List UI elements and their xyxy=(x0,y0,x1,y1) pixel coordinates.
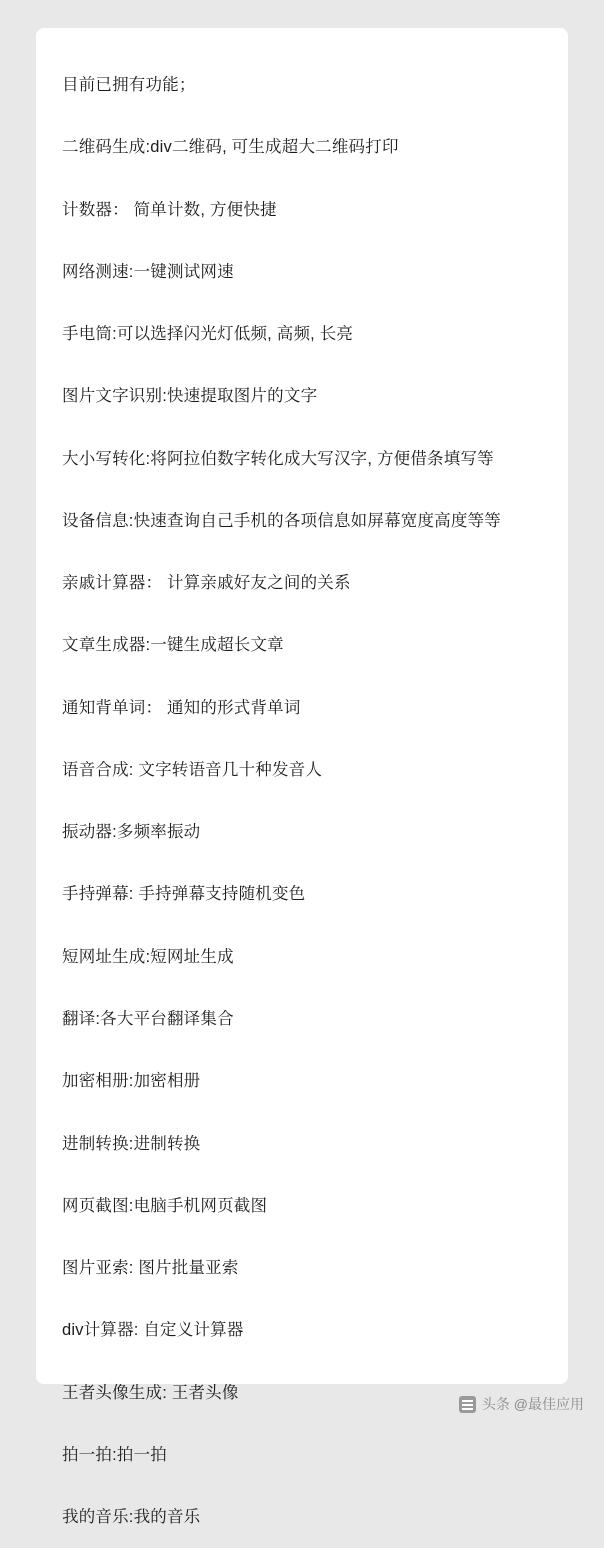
feature-list xyxy=(36,28,568,1548)
list-item: 加密相册:加密相册 xyxy=(62,1072,201,1091)
list-item: 拍一拍:拍一拍 xyxy=(62,1445,167,1464)
list-item: 网络测速:一键测试网速 xyxy=(62,262,234,281)
list-item: 二维码生成:div二维码, 可生成超大二维码打印 xyxy=(62,138,399,157)
toutiao-logo-icon xyxy=(459,1396,476,1413)
list-item: div计算器: 自定义计算器 xyxy=(62,1321,244,1340)
list-item: 我的音乐:我的音乐 xyxy=(62,1508,201,1527)
list-item: 大小写转化:将阿拉伯数字转化成大写汉字, 方便借条填写等 xyxy=(62,449,494,468)
list-item: 图片文字识别:快速提取图片的文字 xyxy=(62,387,318,406)
list-item: 振动器:多频率振动 xyxy=(62,823,201,842)
list-item: 网页截图:电脑手机网页截图 xyxy=(62,1196,268,1215)
watermark-text: 头条 @最佳应用 xyxy=(481,1396,584,1412)
list-item: 目前已拥有功能； xyxy=(62,76,196,94)
list-item: 手电筒:可以选择闪光灯低频, 高频, 长亮 xyxy=(62,325,354,344)
list-item: 设备信息:快速查询自己手机的各项信息如屏幕宽度高度等等 xyxy=(62,511,501,530)
list-item: 翻译:各大平台翻译集合 xyxy=(62,1009,234,1028)
list-item: 语音合成: 文字转语音几十种发音人 xyxy=(62,760,323,779)
list-item: 文章生成器:一键生成超长文章 xyxy=(62,636,284,655)
list-item: 短网址生成:短网址生成 xyxy=(62,947,234,966)
list-item: 进制转换:进制转换 xyxy=(62,1134,201,1153)
list-item: 亲戚计算器： 计算亲戚好友之间的关系 xyxy=(62,574,351,593)
list-item: 手持弹幕: 手持弹幕支持随机变色 xyxy=(62,885,306,904)
list-item: 通知背单词： 通知的形式背单词 xyxy=(62,698,301,717)
list-item: 图片亚索: 图片批量亚索 xyxy=(62,1259,239,1278)
watermark xyxy=(459,1394,584,1414)
list-item: 计数器： 简单计数, 方便快捷 xyxy=(62,200,277,219)
list-item: 王者头像生成: 王者头像 xyxy=(62,1383,239,1402)
